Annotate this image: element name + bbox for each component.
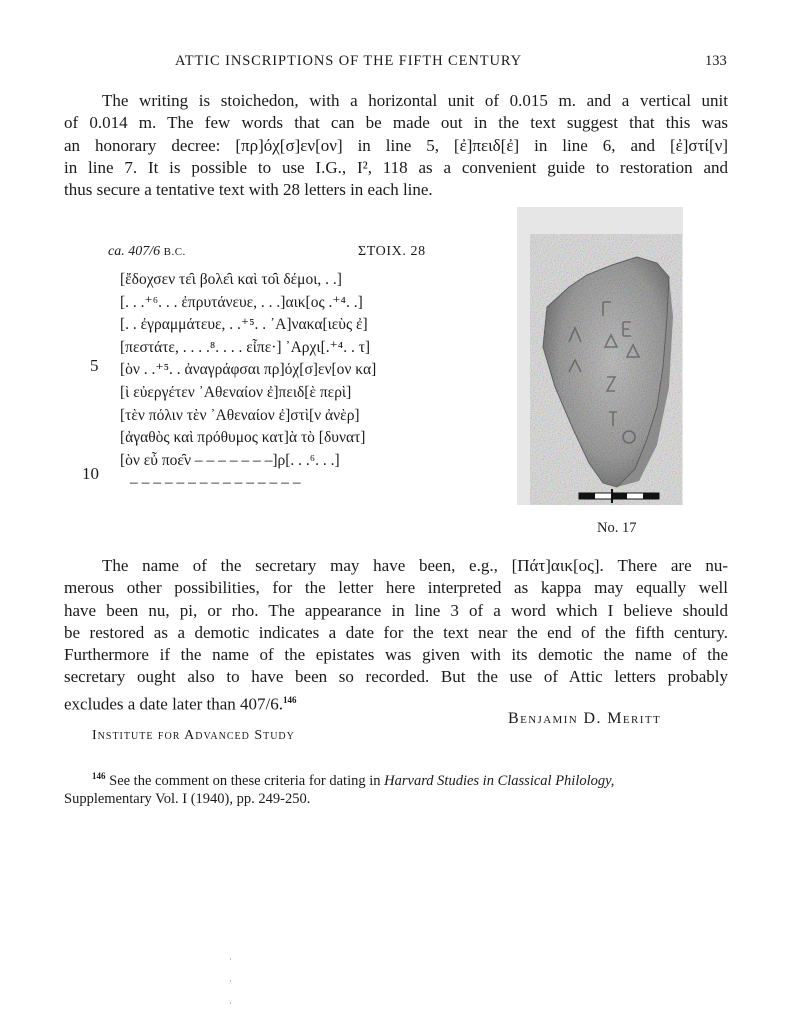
paragraph-line: secretary ought also to have been so recorded. But the use of Attic letters probably [64, 667, 728, 687]
stoichedon-label: ΣΤΟΙΧ. 28 [358, 244, 426, 259]
inscription-line: [ὶ εὐεργέτεν ᾿Αθεναίον ἐ]πειδ[ὲ περὶ] [120, 383, 352, 401]
inscription-line: [. . .⁺⁶. . . ἐπρυτάνευε, . . .]αικ[ος .⁺⁴. .] [120, 293, 363, 311]
paragraph-line: an honorary decree: [πρ]όχ[σ]εν[ον] in line 5, [ἐ]πειδ[ἐ] in line 6, and [ἐ]στί[ν] [64, 135, 728, 155]
paragraph-line: merous other possibilities, for the letter here interpreted as kappa may equally well [64, 578, 728, 598]
paragraph-line: The writing is stoichedon, with a horizontal unit of 0.015 m. and a vertical unit [102, 91, 728, 110]
author-signature: Benjamin D. Meritt [508, 710, 662, 727]
author-institution: Institute for Advanced Study [92, 728, 295, 743]
inscription-date: ca. 407/6 B.C. [108, 244, 186, 259]
journal-title: Harvard Studies in Classical Philology, [384, 772, 615, 789]
inscription-line: [ἔδοχσεν τε̑ι βολε̑ι καὶ το̑ι δέμοι, . .] [120, 271, 342, 288]
figure-caption: No. 17 [597, 520, 637, 536]
footnote-reference[interactable]: 146 [283, 694, 297, 705]
inscription-line: [ὸν εὖ ποε̑ν – – – – – – –]ρ[. . .⁶. . .] [120, 451, 340, 469]
line-number-10: 10 [82, 464, 99, 483]
scan-artifact [230, 958, 232, 1008]
discussion-paragraph [64, 555, 728, 716]
paragraph-line: thus secure a tentative text with 28 letters in each line. [64, 180, 433, 200]
paragraph-line: The name of the secretary may have been, e.g., [Πάτ]αικ[ος]. There are nu- [102, 556, 728, 575]
inscription-line: [τὲν πόλιν τὲν ᾿Αθεναίον ἐ]στὶ[ν ἀνὲρ] [120, 406, 360, 424]
stone-fragment-image [517, 207, 683, 505]
paragraph-line: have been nu, pi, or rho. The appearance in line 3 of a word which I believe should [64, 600, 728, 620]
line-number-5: 5 [90, 356, 99, 375]
paragraph-line: Furthermore if the name of the epistates was given with its demotic the name of the [64, 645, 728, 665]
footnote-number: 146 [92, 771, 106, 781]
page-number: 133 [705, 53, 727, 69]
paragraph-line: excludes a date later than 407/6.$^{146}$ [64, 694, 297, 714]
paragraph-line: of 0.014 m. The few words that can be made out in the text suggest that this was [64, 113, 728, 133]
inscription-photo [517, 207, 683, 505]
inscription-line: – – – – – – – – – – – – – – – [130, 474, 301, 492]
running-header: ATTIC INSCRIPTIONS OF THE FIFTH CENTURY [175, 53, 523, 69]
intro-paragraph [64, 90, 728, 201]
footnote: $^{146}$ See the comment on these criteria for dating in Harvard Studies in Classical Philology, Supplementary Vol. I (1940), pp. 249-250. [64, 771, 615, 808]
inscription-line: [. . ἐγραμμάτευε, . .⁺⁵. . ᾿Α]νακα[ιεὺς ἐ] [120, 316, 368, 334]
paragraph-line: in line 7. It is possible to use I.G., I², 118 as a convenient guide to restoration and [64, 157, 728, 177]
paragraph-line: be restored as a demotic indicates a date for the text near the end of the fifth century. [64, 622, 728, 642]
inscription-text [120, 269, 450, 495]
inscription-line: [πεστάτε, . . . .⁸. . . . εἶπε·] ᾿Αρχι[.⁺⁴. . τ] [120, 338, 371, 356]
inscription-line: [ὸν . .⁺⁵. . ἀναγράφσαι πρ]όχ[σ]εν[ον κα] [120, 361, 377, 379]
inscription-line: [ἀγαθὸς καὶ πρόθυμος κατ]ὰ τὸ [δυνατ] [120, 429, 366, 447]
